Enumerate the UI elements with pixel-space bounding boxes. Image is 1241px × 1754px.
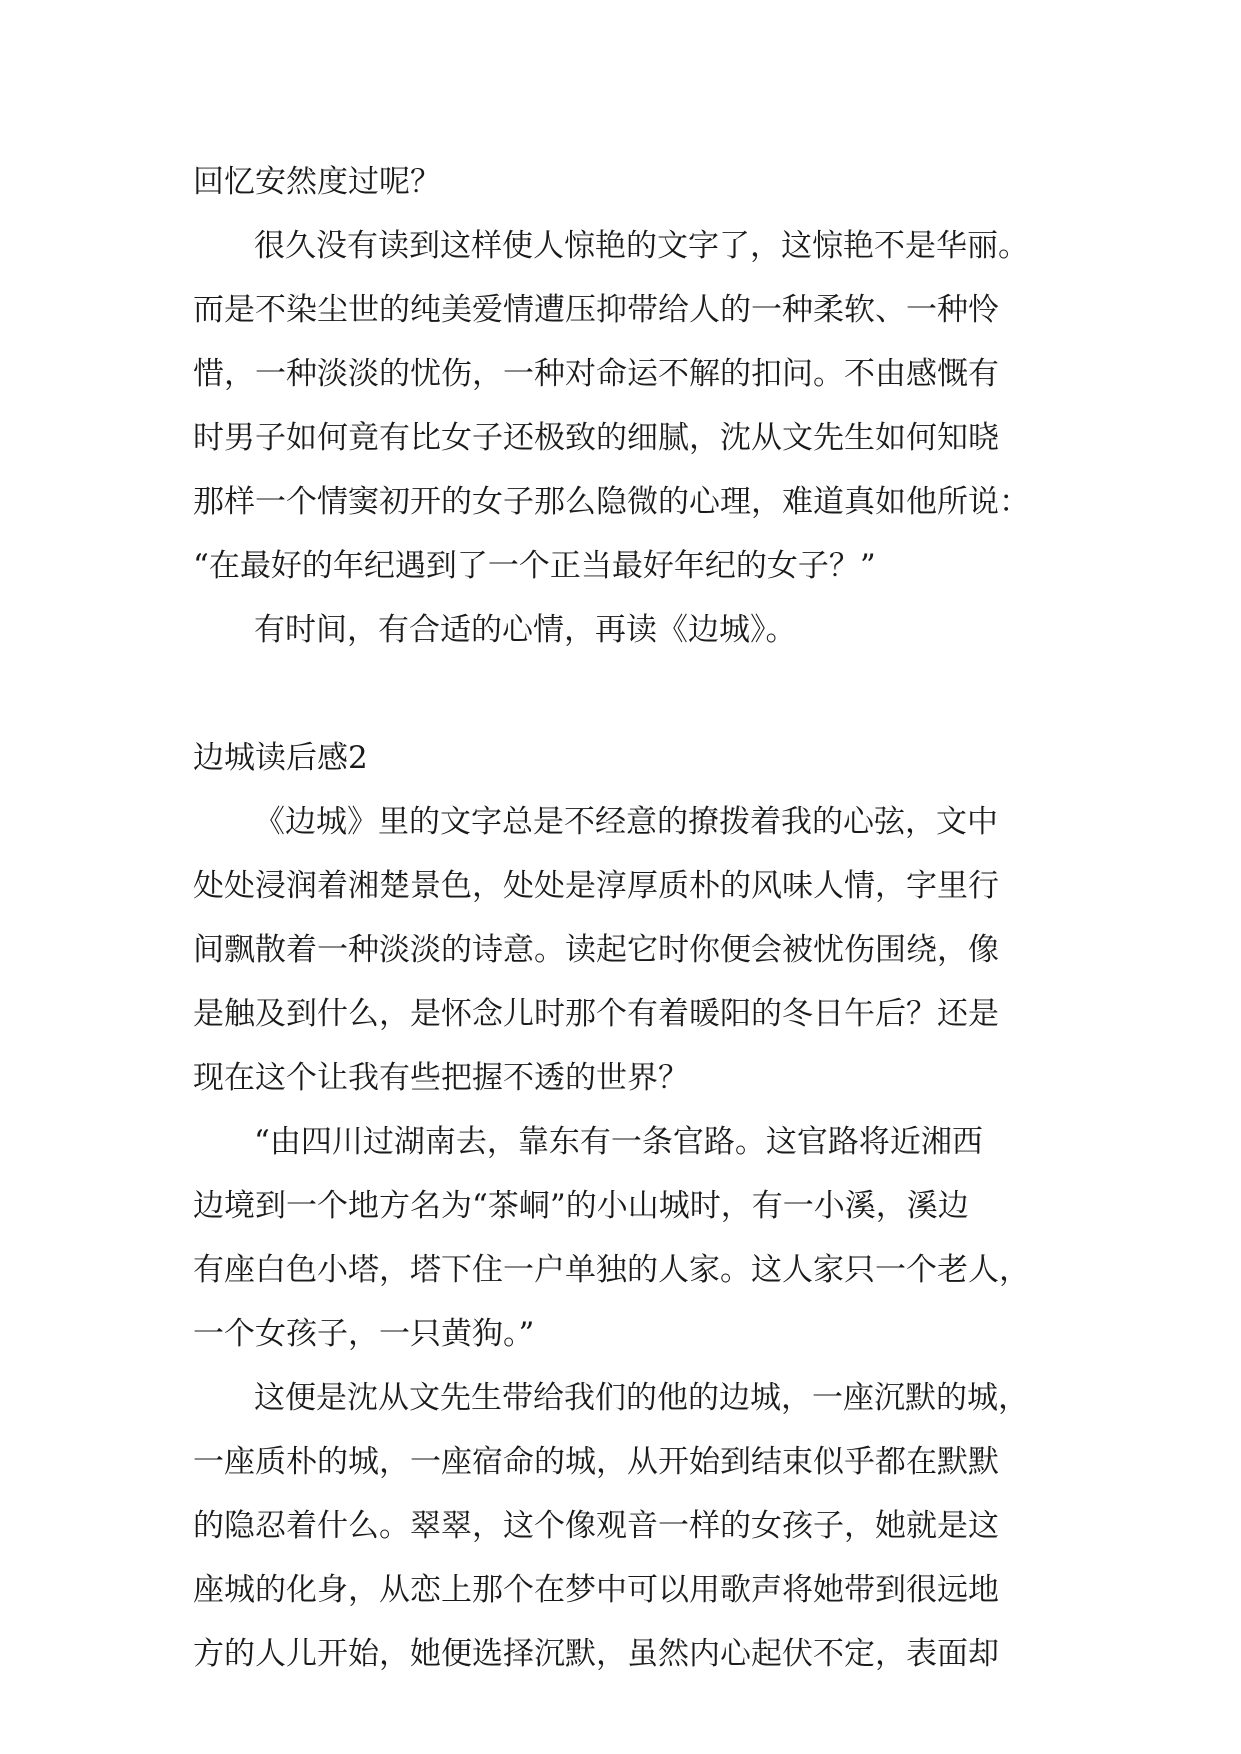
paragraph-line-indented: 很久没有读到这样使人惊艳的文字了，这惊艳不是华丽。 <box>254 228 1029 264</box>
text-line: 回忆安然度过呢？ <box>193 164 441 200</box>
text-line: 方的人儿开始，她便选择沉默，虽然内心起伏不定，表面却 <box>193 1636 999 1672</box>
paragraph-line-indented: 有时间，有合适的心情，再读《边城》。 <box>254 612 797 648</box>
text-line: 的隐忍着什么。翠翠，这个像观音一样的女孩子，她就是这 <box>193 1508 999 1544</box>
text-line: 是触及到什么，是怀念儿时那个有着暖阳的冬日午后？还是 <box>193 996 999 1032</box>
text-line: 那样一个情窦初开的女子那么隐微的心理，难道真如他所说： <box>193 484 1030 520</box>
text-line: “在最好的年纪遇到了一个正当最好年纪的女子？” <box>193 548 876 584</box>
text-line: 一个女孩子，一只黄狗。” <box>193 1316 535 1352</box>
text-line: 有座白色小塔，塔下住一户单独的人家。这人家只一个老人， <box>193 1252 1030 1288</box>
paragraph-line-indented: “由四川过湖南去，靠东有一条官路。这官路将近湘西 <box>254 1124 983 1160</box>
text-line: 一座质朴的城，一座宿命的城，从开始到结束似乎都在默默 <box>193 1444 999 1480</box>
section-heading: 边城读后感2 <box>193 740 368 776</box>
text-line: 处处浸润着湘楚景色，处处是淳厚质朴的风味人情，字里行 <box>193 868 999 904</box>
text-line: 座城的化身，从恋上那个在梦中可以用歌声将她带到很远地 <box>193 1572 999 1608</box>
text-line: 间飘散着一种淡淡的诗意。读起它时你便会被忧伤围绕，像 <box>193 932 999 968</box>
paragraph-line-indented: 《边城》里的文字总是不经意的撩拨着我的心弦，文中 <box>254 804 998 840</box>
text-line: 边境到一个地方名为“茶峒”的小山城时，有一小溪，溪边 <box>193 1188 969 1224</box>
text-line: 惜，一种淡淡的忧伤，一种对命运不解的扣问。不由感慨有 <box>193 356 999 392</box>
text-line: 而是不染尘世的纯美爱情遭压抑带给人的一种柔软、一种怜 <box>193 292 999 328</box>
text-line: 现在这个让我有些把握不透的世界？ <box>193 1060 689 1096</box>
text-line: 时男子如何竟有比女子还极致的细腻，沈从文先生如何知晓 <box>193 420 999 456</box>
paragraph-line-indented: 这便是沈从文先生带给我们的他的边城，一座沉默的城， <box>254 1380 1029 1416</box>
